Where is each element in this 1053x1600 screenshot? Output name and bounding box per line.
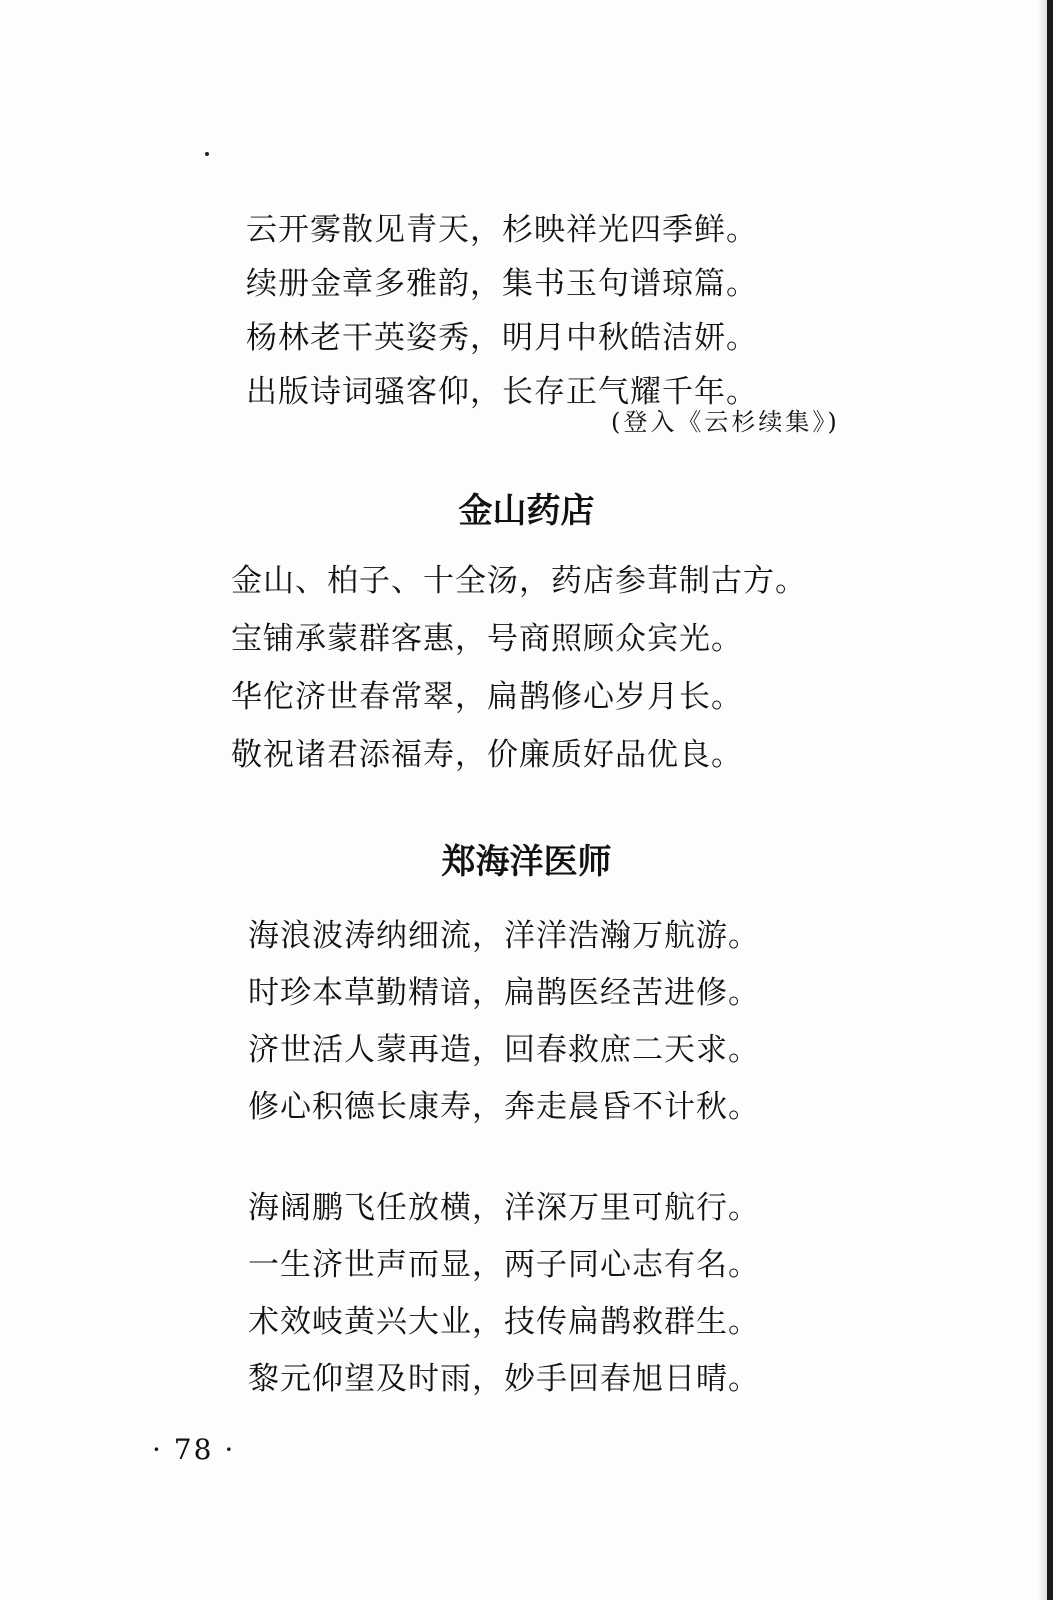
- poem-line: 宝铺承蒙群客惠，号商照顾众宾光。: [231, 621, 743, 657]
- poem-line: 金山、柏子、十全汤，药店参茸制古方。: [231, 563, 807, 599]
- poem-line: 一生济世声而显，两子同心志有名。: [248, 1247, 760, 1283]
- page-edge: [1047, 0, 1053, 1600]
- ink-speck: [205, 152, 209, 156]
- poem2-stanza: [231, 552, 807, 784]
- poem3-stanza-2: [248, 1180, 760, 1408]
- poem-line: 云开雾散见青天，杉映祥光四季鲜。: [246, 212, 758, 248]
- poem-line: 华佗济世春常翠，扁鹊修心岁月长。: [231, 679, 743, 715]
- poem-line: 术效岐黄兴大业，技传扁鹊救群生。: [248, 1304, 760, 1340]
- page-number: · 78 ·: [152, 1433, 236, 1466]
- page-edge-shadow: [1037, 0, 1047, 1600]
- poem1-citation: (登入《云杉续集》): [611, 408, 840, 436]
- poem1-stanza: [246, 203, 758, 419]
- poem3-title: 郑海洋医师: [441, 842, 612, 882]
- poem-line: 杨林老干英姿秀，明月中秋皓洁妍。: [246, 320, 758, 356]
- poem-line: 敬祝诸君添福寿，价廉质好品优良。: [231, 737, 743, 773]
- poem2-title: 金山药店: [458, 491, 595, 531]
- poem-line: 济世活人蒙再造，回春救庶二天求。: [248, 1032, 760, 1068]
- poem-line: 续册金章多雅韵，集书玉句谱琼篇。: [246, 266, 758, 302]
- poem-line: 海浪波涛纳细流，洋洋浩瀚万航游。: [248, 918, 760, 954]
- poem-line: 黎元仰望及时雨，妙手回春旭日晴。: [248, 1361, 760, 1397]
- poem-line: 修心积德长康寿，奔走晨昏不计秋。: [248, 1089, 760, 1125]
- poem3-stanza-1: [248, 908, 760, 1136]
- poem-line: 时珍本草勤精谙，扁鹊医经苦进修。: [248, 975, 760, 1011]
- poem-line: 海阔鹏飞任放横，洋深万里可航行。: [248, 1190, 760, 1226]
- poem-line: 出版诗词骚客仰，长存正气耀千年。: [246, 374, 758, 410]
